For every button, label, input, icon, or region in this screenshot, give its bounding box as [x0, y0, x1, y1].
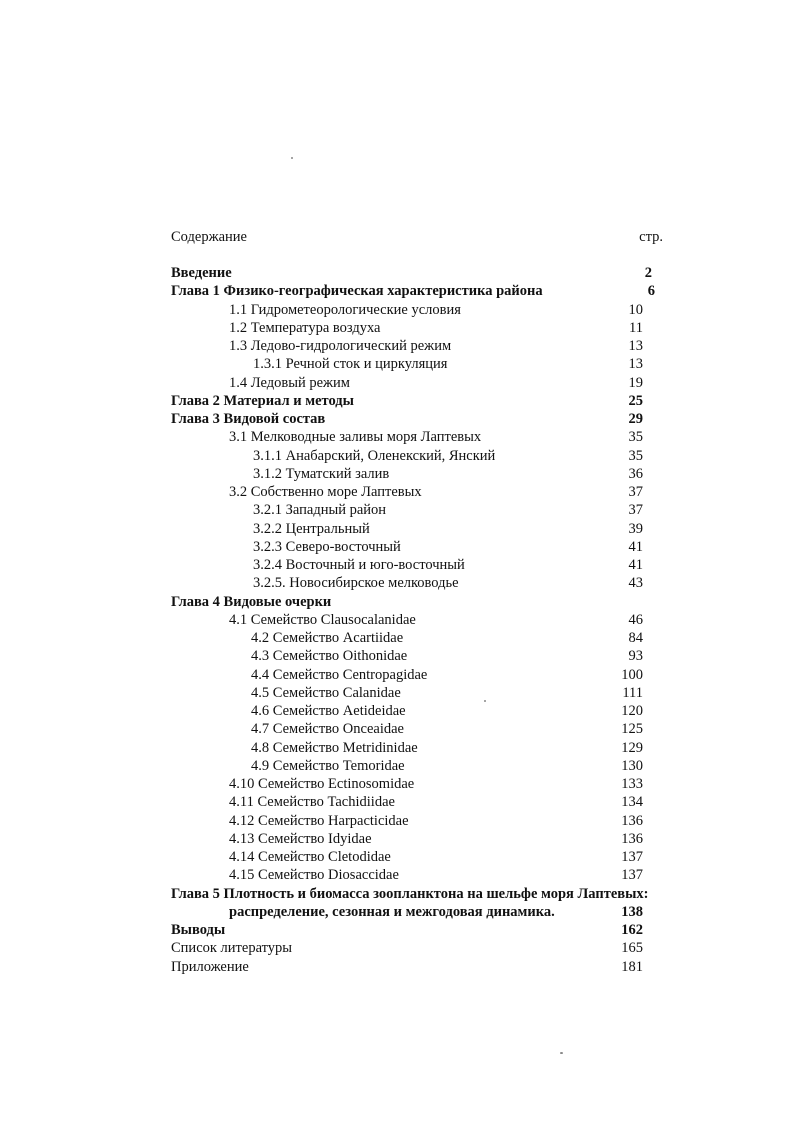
toc-entry — [171, 574, 663, 592]
toc-entry-label: 3.2.4 Восточный и юго-восточный — [253, 557, 465, 573]
toc-entry-page: 162 — [621, 922, 643, 938]
toc-entry-label: Глава 3 Видовой состав — [171, 411, 326, 427]
toc-entry-label: 3.1.1 Анабарский, Оленекский, Янский — [253, 447, 496, 464]
toc-entry-label: 4.3 Семейство Oithonidae — [251, 648, 408, 665]
toc-entry-label: 4.15 Семейство Diosaccidae — [229, 867, 399, 884]
toc-entry — [171, 812, 663, 830]
toc-entry — [171, 848, 663, 866]
toc-entry-page: 25 — [628, 392, 643, 409]
toc-entry — [171, 264, 663, 282]
page-column-label: стр. — [639, 229, 663, 245]
toc-entry — [171, 757, 663, 775]
toc-entry-page: 13 — [628, 338, 643, 354]
scan-speck — [560, 1052, 563, 1054]
toc-entry-page: 134 — [621, 794, 643, 811]
toc-entry — [171, 282, 663, 300]
toc-entry-label: 4.12 Семейство Harpacticidae — [229, 812, 409, 829]
toc-entry-label: 4.7 Семейство Onceaidae — [251, 721, 404, 738]
toc-entry-page: 136 — [621, 830, 643, 847]
table-of-contents — [171, 264, 663, 976]
toc-entry-page: 181 — [621, 958, 643, 975]
toc-entry-label: 4.8 Семейство Metridinidae — [251, 739, 418, 756]
toc-entry-label: 4.9 Семейство Temoridae — [251, 757, 405, 774]
toc-entry-label: 4.14 Семейство Cletodidae — [229, 849, 391, 865]
toc-entry-page: 129 — [621, 739, 643, 756]
toc-entry-label: Глава 5 Плотность и биомасса зоопланктона на шельфе моря Лаптевых: распределение, сезонная и межгодовая динамика. — [171, 885, 649, 920]
toc-entry-page: 130 — [621, 757, 643, 774]
toc-entry-page: 41 — [628, 557, 643, 573]
toc-entry-page: 138 — [621, 903, 643, 920]
toc-entry-page: 43 — [628, 575, 643, 592]
toc-entry-page: 37 — [628, 502, 643, 519]
toc-entry-label: 3.1.2 Туматский залив — [253, 465, 390, 482]
toc-entry-label: 3.2.1 Западный район — [253, 502, 387, 519]
toc-entry — [171, 520, 663, 538]
toc-entry-page: 125 — [621, 721, 643, 738]
toc-entry-label: Выводы — [171, 922, 226, 938]
toc-entry — [171, 319, 663, 337]
toc-entry-page: 36 — [628, 465, 643, 482]
toc-entry-page: 120 — [621, 703, 643, 719]
toc-entry-label: 4.11 Семейство Tachidiidae — [229, 794, 395, 811]
toc-entry-label: 1.3.1 Речной сток и циркуляция — [253, 356, 448, 373]
toc-entry-page: 84 — [628, 630, 643, 646]
toc-entry — [171, 538, 663, 556]
toc-entry — [171, 629, 663, 647]
toc-entry-page: 41 — [628, 538, 643, 555]
toc-entry-page: 100 — [621, 666, 643, 683]
toc-entry — [171, 593, 663, 611]
toc-entry-page: 13 — [628, 356, 643, 373]
toc-entry-label: 4.1 Семейство Clausocalanidae — [229, 611, 416, 628]
toc-entry-page: 10 — [628, 301, 643, 318]
toc-entry — [171, 355, 663, 373]
toc-entry — [171, 885, 663, 922]
toc-entry-label: 4.5 Семейство Calanidae — [251, 684, 401, 701]
toc-entry — [171, 447, 663, 465]
toc-entry-label: 4.13 Семейство Idyidae — [229, 830, 372, 847]
toc-entry-label: Введение — [171, 265, 232, 281]
toc-entry — [171, 483, 663, 501]
toc-entry-label: 3.2.2 Центральный — [253, 520, 370, 537]
toc-entry-page: 137 — [621, 849, 643, 865]
toc-entry — [171, 337, 663, 355]
toc-entry — [171, 647, 663, 665]
toc-entry-page: 35 — [628, 429, 643, 446]
toc-entry — [171, 410, 663, 428]
toc-entry-label: 3.2.5. Новосибирское мелководье — [253, 575, 459, 592]
toc-entry-page: 2 — [644, 265, 652, 281]
toc-entry-label: 4.10 Семейство Ectinosomidae — [229, 776, 415, 792]
toc-entry-label: 1.2 Температура воздуха — [229, 319, 381, 336]
toc-entry — [171, 501, 663, 519]
toc-entry — [171, 666, 663, 684]
toc-entry — [171, 739, 663, 757]
toc-entry-page: 29 — [628, 411, 643, 427]
toc-entry — [171, 793, 663, 811]
toc-entry — [171, 720, 663, 738]
toc-entry-label: Глава 4 Видовые очерки — [171, 593, 332, 610]
toc-entry-page: 136 — [621, 812, 643, 829]
toc-entry-page: 165 — [621, 940, 643, 957]
toc-header — [171, 229, 663, 249]
toc-entry-page: 46 — [628, 611, 643, 628]
toc-entry-label: Список литературы — [171, 940, 293, 957]
toc-entry-page: 19 — [628, 374, 643, 391]
toc-entry-page: 111 — [622, 684, 643, 701]
toc-entry — [171, 958, 663, 976]
toc-entry — [171, 556, 663, 574]
toc-entry-label: 3.2 Собственно море Лаптевых — [229, 484, 422, 500]
toc-title: Содержание — [171, 229, 247, 245]
scan-speck — [484, 700, 486, 702]
toc-entry — [171, 301, 663, 319]
toc-entry — [171, 775, 663, 793]
toc-entry-label: 4.6 Семейство Aetideidae — [251, 703, 406, 719]
toc-entry-label: 1.3 Ледово-гидрологический режим — [229, 338, 452, 354]
toc-entry — [171, 374, 663, 392]
toc-entry-page: 137 — [621, 867, 643, 884]
toc-entry — [171, 465, 663, 483]
toc-entry — [171, 866, 663, 884]
toc-entry-label: 1.1 Гидрометеорологические условия — [229, 301, 461, 318]
toc-entry-page: 37 — [628, 484, 643, 500]
scan-speck — [291, 157, 293, 159]
toc-entry-page: 11 — [629, 319, 643, 336]
toc-entry-page: 6 — [647, 283, 655, 300]
toc-entry-label: 4.2 Семейство Acartiidae — [251, 630, 404, 646]
toc-entry-page: 133 — [621, 776, 643, 792]
toc-entry — [171, 428, 663, 446]
toc-entry-label: Глава 2 Материал и методы — [171, 392, 354, 409]
toc-entry-page: 39 — [628, 520, 643, 537]
toc-entry — [171, 611, 663, 629]
toc-entry-label: 3.1 Мелководные заливы моря Лаптевых — [229, 429, 482, 446]
toc-entry-label: 3.2.3 Северо-восточный — [253, 538, 401, 555]
toc-entry-label: Приложение — [171, 958, 249, 975]
toc-entry — [171, 921, 663, 939]
toc-entry — [171, 684, 663, 702]
toc-entry-page: 93 — [628, 648, 643, 665]
toc-entry — [171, 830, 663, 848]
toc-entry-label: 4.4 Семейство Centropagidae — [251, 666, 428, 683]
toc-entry — [171, 392, 663, 410]
toc-entry-page: 35 — [628, 447, 643, 464]
toc-entry-label: Глава 1 Физико-географическая характеристика района — [171, 283, 543, 300]
toc-entry — [171, 702, 663, 720]
toc-entry-label: 1.4 Ледовый режим — [229, 374, 350, 391]
toc-entry — [171, 939, 663, 957]
